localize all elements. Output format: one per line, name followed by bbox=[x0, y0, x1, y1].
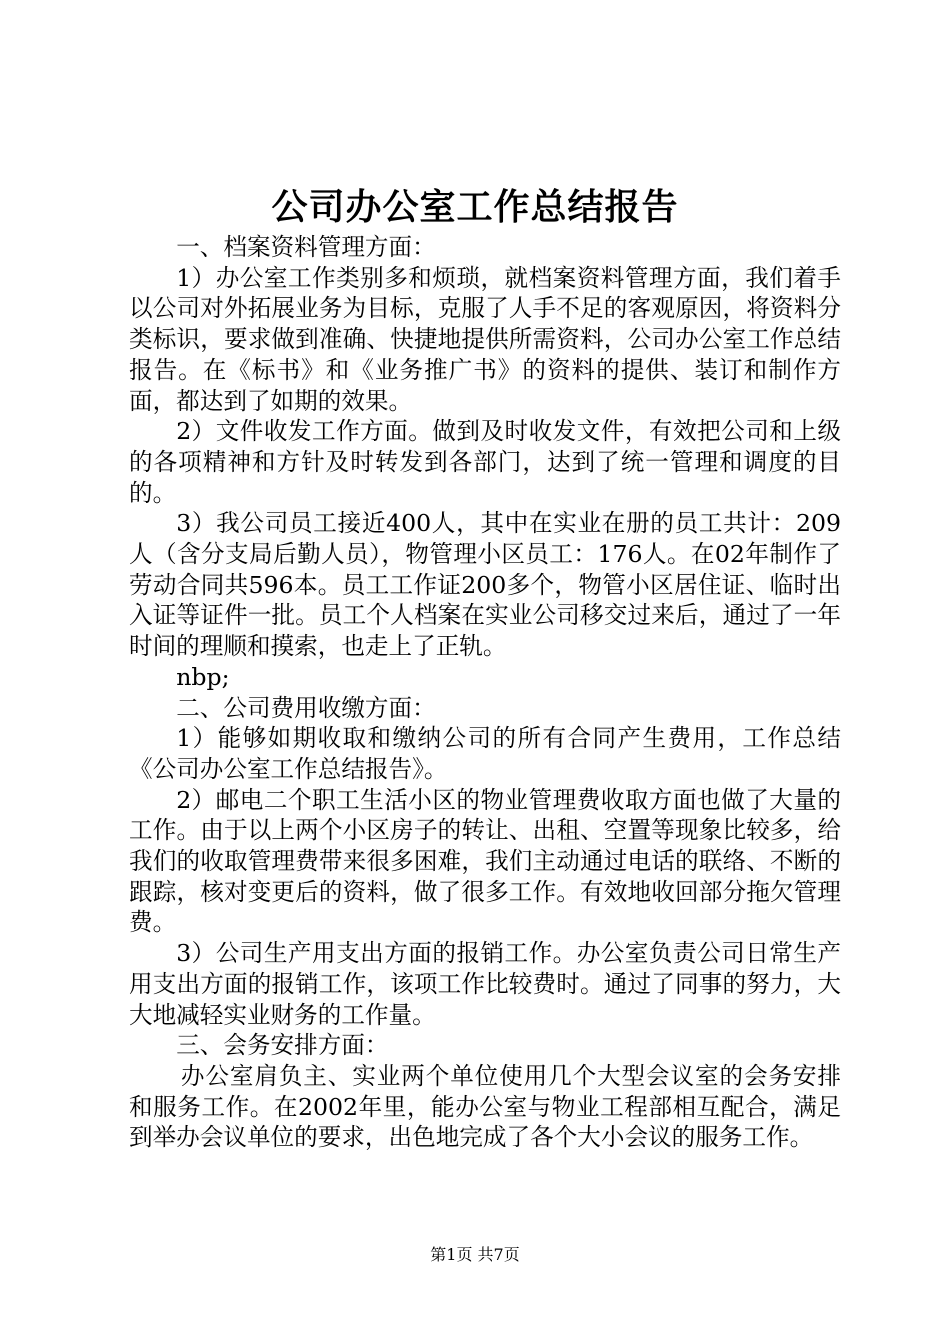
document-title: 公司办公室工作总结报告 bbox=[271, 186, 679, 228]
paragraph-archives-1: 1）办公室工作类别多和烦琐，就档案资料管理方面，我们着手以公司对外拓展业务为目标，克服了人手不足的客观原因，将资料分类标识，要求做到准确、快捷地提供所需资料，公司办公室工作总结报告。在《标书》和《业务推广书》的资料的提供、装订和制作方面，都达到了如期的效果。 bbox=[129, 263, 841, 415]
paragraph-archives-2: 2）文件收发工作方面。做到及时收发文件，有效把公司和上级的各项精神和方针及时转发到各部门，达到了统一管理和调度的目的。 bbox=[129, 417, 841, 507]
section-heading-fees: 二、公司费用收缴方面： bbox=[176, 693, 436, 722]
paragraph-archives-3: 3）我公司员工接近400人，其中在实业在册的员工共计：209人（含分支局后勤人员），物管理小区员工：176人。在02年制作了劳动合同共596本。员工工作证200多个，物管小区居住证、临时出入证等证件一批。员工个人档案在实业公司移交过来后，通过了一年时间的理顺和摸索，也走上了正轨。 bbox=[129, 509, 841, 661]
section-heading-meetings: 三、会务安排方面： bbox=[176, 1031, 389, 1060]
paragraph-fees-1: 1）能够如期收取和缴纳公司的所有合同产生费用，工作总结《公司办公室工作总结报告》。 bbox=[129, 724, 841, 783]
page-number: 第1页 共7页 bbox=[430, 1245, 520, 1264]
paragraph-fees-2: 2）邮电二个职工生活小区的物业管理费收取方面也做了大量的工作。由于以上两个小区房子的转让、出租、空置等现象比较多，给我们的收取管理费带来很多困难，我们主动通过电话的联络、不断的跟踪，核对变更后的资料，做了很多工作。有效地收回部分拖欠管理费。 bbox=[129, 785, 841, 937]
paragraph-meetings-1: 办公室肩负主、实业两个单位使用几个大型会议室的会务安排和服务工作。在2002年里，能办公室与物业工程部相互配合，满足到举办会议单位的要求，出色地完成了各个大小会议的服务工作。 bbox=[129, 1061, 841, 1152]
document-body bbox=[129, 232, 841, 1153]
paragraph-stray-text: nbp; bbox=[176, 662, 230, 691]
section-heading-archives: 一、档案资料管理方面： bbox=[176, 233, 436, 261]
paragraph-fees-3: 3）公司生产用支出方面的报销工作。办公室负责公司日常生产用支出方面的报销工作，该项工作比较费时。通过了同事的努力，大大地减轻实业财务的工作量。 bbox=[129, 939, 841, 1029]
